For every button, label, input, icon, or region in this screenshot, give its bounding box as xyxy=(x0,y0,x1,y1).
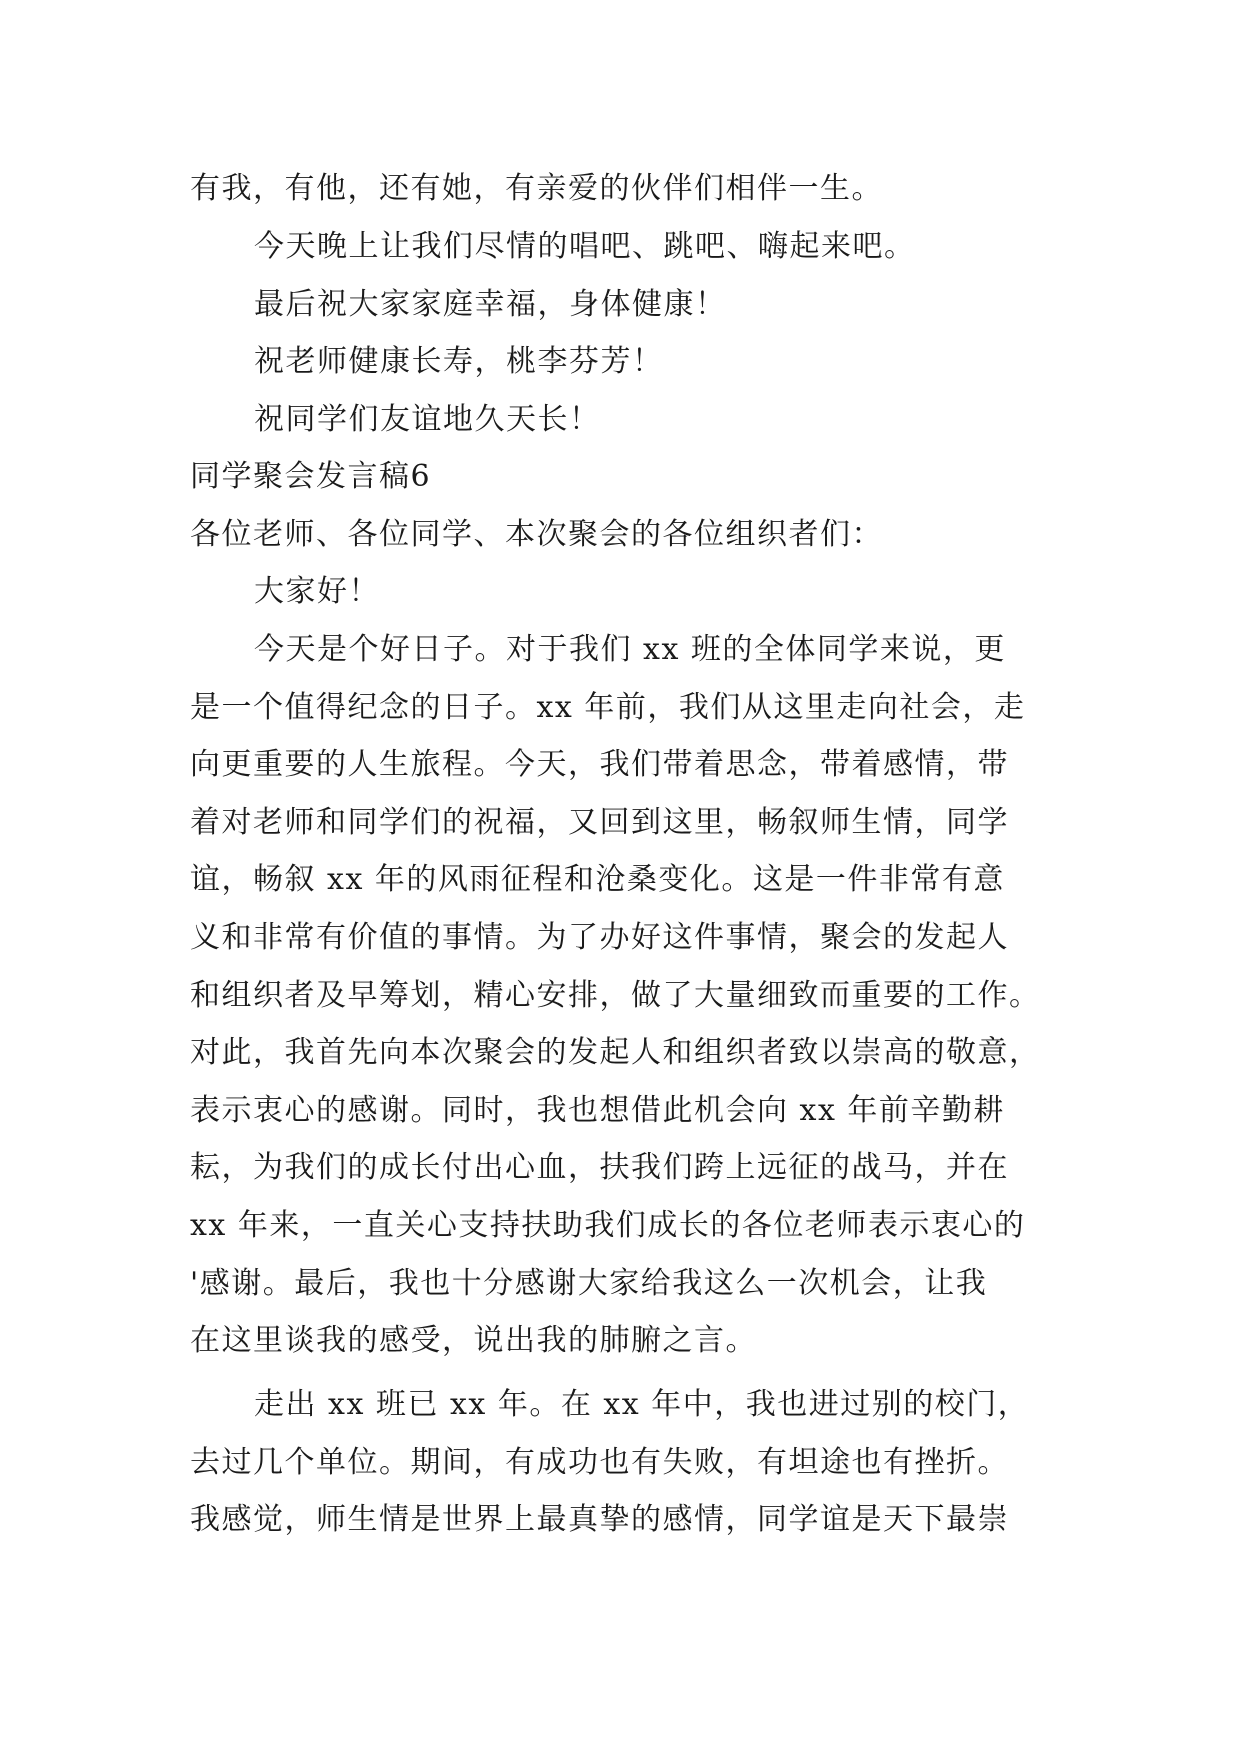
text-line: xx 年来，一直关心支持扶助我们成长的各位老师表示衷心的 xyxy=(190,1208,1026,1243)
text-line: 去过几个单位。期间，有成功也有失败，有坦途也有挫折。 xyxy=(190,1445,1009,1480)
section-heading: 同学聚会发言稿6 xyxy=(190,459,432,494)
text-line: '感谢。最后，我也十分感谢大家给我这么一次机会，让我 xyxy=(190,1266,988,1301)
text-line: 耘，为我们的成长付出心血，扶我们跨上远征的战马，并在 xyxy=(190,1150,1009,1185)
text-line: 表示衷心的感谢。同时，我也想借此机会向 xx 年前辛勤耕 xyxy=(190,1093,1005,1128)
text-line: 向更重要的人生旅程。今天，我们带着思念，带着感情，带 xyxy=(190,747,1009,782)
text-line: 义和非常有价值的事情。为了办好这件事情，聚会的发起人 xyxy=(190,920,1009,955)
text-line: 谊，畅叙 xx 年的风雨征程和沧桑变化。这是一件非常有意 xyxy=(190,862,1005,897)
text-line: 走出 xx 班已 xx 年。在 xx 年中，我也进过别的校门， xyxy=(254,1387,1030,1422)
text-line: 有我，有他，还有她，有亲爱的伙伴们相伴一生。 xyxy=(190,171,883,206)
text-line: 对此，我首先向本次聚会的发起人和组织者致以崇高的敬意， xyxy=(190,1035,1041,1070)
text-line: 着对老师和同学们的祝福，又回到这里，畅叙师生情，同学 xyxy=(190,805,1009,840)
text-line: 今天是个好日子。对于我们 xx 班的全体同学来说，更 xyxy=(254,632,1006,667)
text-line: 祝老师健康长寿，桃李芬芳！ xyxy=(254,344,664,379)
greeting: 大家好！ xyxy=(254,574,380,609)
text-line: 和组织者及早筹划，精心安排，做了大量细致而重要的工作。 xyxy=(190,978,1041,1013)
text-line: 我感觉，师生情是世界上最真挚的感情，同学谊是天下最崇 xyxy=(190,1502,1009,1537)
text-line: 今天晚上让我们尽情的唱吧、跳吧、嗨起来吧。 xyxy=(254,229,916,264)
text-line: 是一个值得纪念的日子。xx 年前，我们从这里走向社会，走 xyxy=(190,690,1026,725)
salutation: 各位老师、各位同学、本次聚会的各位组织者们： xyxy=(190,517,883,552)
text-line: 在这里谈我的感受，说出我的肺腑之言。 xyxy=(190,1323,757,1358)
text-line: 祝同学们友谊地久天长！ xyxy=(254,402,601,437)
text-line: 最后祝大家家庭幸福，身体健康！ xyxy=(254,287,727,322)
